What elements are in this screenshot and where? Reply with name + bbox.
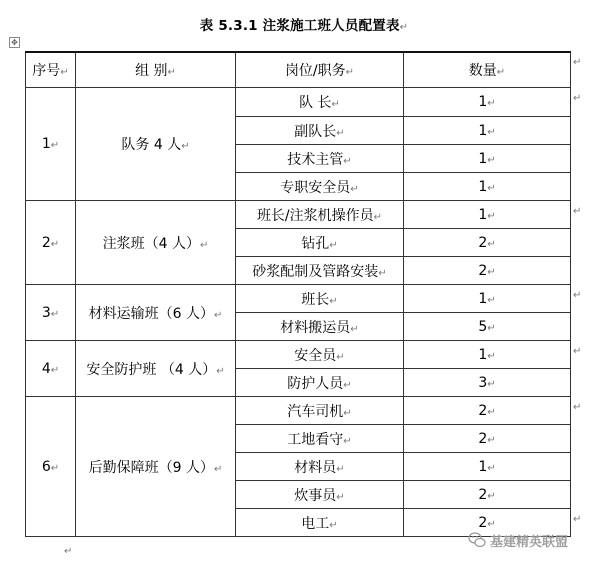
paragraph-mark: ↵ — [331, 99, 340, 110]
staffing-table — [25, 51, 571, 537]
serial-number-cell: 2↵ — [26, 201, 76, 285]
paragraph-mark: ↵ — [487, 518, 496, 530]
position-cell: 钻孔↵ — [236, 229, 404, 257]
table-move-handle-icon[interactable]: ✥ — [9, 37, 20, 48]
account-watermark — [468, 528, 608, 552]
table-row — [26, 397, 571, 425]
position-cell: 汽车司机↵ — [236, 397, 404, 425]
header-quantity: 数量↵ — [404, 52, 571, 88]
paragraph-mark: ↵ — [329, 519, 338, 531]
paragraph-mark: ↵ — [343, 155, 352, 167]
paragraph-mark: ↵ — [336, 491, 345, 503]
paragraph-mark: ↵ — [336, 351, 345, 363]
table-body — [26, 88, 571, 537]
position-cell: 专职安全员↵ — [236, 173, 404, 201]
position-cell: 炊事员↵ — [236, 481, 404, 509]
quantity-cell: 2↵ — [404, 397, 571, 425]
quantity-cell: 2↵ — [404, 425, 571, 453]
paragraph-mark: ↵ — [487, 378, 496, 390]
paragraph-mark: ↵ — [60, 67, 69, 78]
paragraph-mark: ↵ — [350, 183, 359, 195]
position-cell: 技术主管↵ — [236, 145, 404, 173]
paragraph-mark: ↵ — [213, 309, 223, 321]
header-group: 组 别↵ — [76, 52, 236, 88]
header-position: 岗位/职务↵ — [236, 52, 404, 88]
paragraph-mark: ↵ — [213, 463, 223, 475]
row-end-mark: ↵ — [573, 206, 582, 217]
position-cell: 工地看守↵ — [236, 425, 404, 453]
table-row — [26, 341, 571, 369]
table-header-row — [26, 52, 571, 88]
table-caption: 表 5.3.1 注浆施工班人员配置表↵ — [199, 18, 409, 34]
paragraph-mark: ↵ — [181, 141, 190, 152]
paragraph-mark: ↵ — [216, 365, 225, 377]
wechat-chat-bubbles-icon — [468, 531, 486, 549]
row-end-mark: ↵ — [573, 514, 582, 525]
paragraph-mark: ↵ — [343, 407, 352, 419]
paragraph-mark: ↵ — [199, 239, 209, 251]
position-cell: 材料员↵ — [236, 453, 404, 481]
quantity-cell: 1↵ — [404, 453, 571, 481]
paragraph-mark: ↵ — [487, 406, 496, 418]
group-name-cell: 后勤保障班（9 人）↵ — [76, 397, 236, 537]
paragraph-mark: ↵ — [487, 490, 496, 502]
paragraph-mark: ↵ — [487, 126, 496, 138]
row-end-mark: ↵ — [573, 290, 582, 301]
paragraph-mark: ↵ — [487, 350, 496, 362]
paragraph-mark: ↵ — [378, 267, 387, 279]
row-end-mark: ↵ — [573, 93, 582, 104]
quantity-cell: 1↵ — [404, 285, 571, 313]
paragraph-mark: ↵ — [329, 295, 338, 307]
paragraph-mark: ↵ — [343, 379, 352, 391]
group-name-cell: 注浆班（4 人）↵ — [76, 201, 236, 285]
quantity-cell: 1↵ — [404, 173, 571, 201]
position-cell: 安全员↵ — [236, 341, 404, 369]
paragraph-mark: ↵ — [487, 322, 496, 334]
quantity-cell: 1↵ — [404, 201, 571, 229]
quantity-cell: 2↵ — [404, 509, 571, 537]
group-name-cell: 材料运输班（6 人）↵ — [76, 285, 236, 341]
position-cell: 砂浆配制及管路安装↵ — [236, 257, 404, 285]
paragraph-mark: ↵ — [487, 238, 496, 250]
quantity-cell: 1↵ — [404, 145, 571, 173]
position-cell: 班长↵ — [236, 285, 404, 313]
paragraph-mark: ↵ — [64, 546, 73, 557]
quantity-cell: 3↵ — [404, 369, 571, 397]
paragraph-mark: ↵ — [50, 308, 60, 320]
paragraph-mark: ↵ — [487, 434, 496, 446]
paragraph-mark: ↵ — [50, 364, 60, 376]
paragraph-mark: ↵ — [487, 210, 496, 222]
quantity-cell: 5↵ — [404, 313, 571, 341]
position-cell: 材料搬运员↵ — [236, 313, 404, 341]
group-name-cell: 队务 4 人↵ — [76, 88, 236, 201]
quantity-cell: 1↵ — [404, 88, 571, 117]
watermark-text: 基建精英联盟 — [490, 534, 569, 550]
paragraph-mark: ↵ — [345, 67, 355, 78]
paragraph-mark: ↵ — [496, 67, 506, 78]
position-cell: 班长/注浆机操作员↵ — [236, 201, 404, 229]
serial-number-cell: 6↵ — [26, 397, 76, 537]
paragraph-mark: ↵ — [50, 462, 60, 474]
quantity-cell: 2↵ — [404, 257, 571, 285]
paragraph-mark: ↵ — [50, 238, 60, 250]
serial-number-cell: 4↵ — [26, 341, 76, 397]
paragraph-mark: ↵ — [350, 323, 359, 335]
quantity-cell: 2↵ — [404, 229, 571, 257]
header-serial-number: 序号↵ — [26, 52, 76, 88]
paragraph-mark: ↵ — [487, 266, 496, 278]
table-row — [26, 88, 571, 117]
paragraph-mark: ↵ — [336, 463, 345, 475]
quantity-cell: 1↵ — [404, 341, 571, 369]
position-cell: 电工↵ — [236, 509, 404, 537]
row-end-mark: ↵ — [573, 402, 582, 413]
row-end-mark: ↵ — [573, 346, 582, 357]
serial-number-cell: 1↵ — [26, 88, 76, 201]
paragraph-mark: ↵ — [343, 435, 352, 447]
position-cell: 防护人员↵ — [236, 369, 404, 397]
position-cell: 副队长↵ — [236, 117, 404, 145]
group-name-cell: 安全防护班 （4 人）↵ — [76, 341, 236, 397]
paragraph-mark: ↵ — [487, 182, 496, 194]
paragraph-mark: ↵ — [487, 98, 496, 109]
row-end-mark: ↵ — [573, 57, 582, 68]
paragraph-mark: ↵ — [487, 294, 496, 306]
paragraph-mark: ↵ — [373, 211, 383, 223]
paragraph-mark: ↵ — [50, 140, 60, 151]
table-row — [26, 201, 571, 229]
serial-number-cell: 3↵ — [26, 285, 76, 341]
table-row — [26, 285, 571, 313]
paragraph-mark: ↵ — [167, 67, 176, 78]
position-cell: 队 长↵ — [236, 88, 404, 117]
paragraph-mark: ↵ — [487, 154, 496, 166]
paragraph-mark: ↵ — [487, 462, 496, 474]
quantity-cell: 1↵ — [404, 117, 571, 145]
paragraph-mark: ↵ — [329, 239, 338, 251]
paragraph-mark: ↵ — [336, 127, 345, 139]
quantity-cell: 2↵ — [404, 481, 571, 509]
